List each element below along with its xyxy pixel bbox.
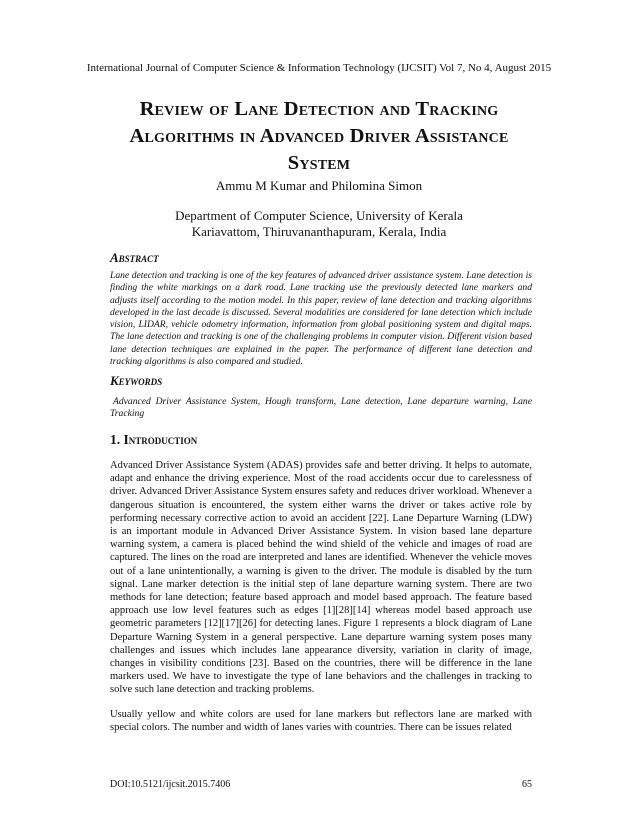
affiliation bbox=[0, 208, 638, 240]
introduction-heading: 1. Introduction bbox=[110, 432, 198, 447]
affiliation-line-2: Kariavattom, Thiruvananthapuram, Kerala, India bbox=[191, 224, 447, 239]
title-line-1: Review of Lane Detection and Tracking bbox=[139, 98, 499, 120]
title-line-3: System bbox=[287, 152, 351, 174]
authors: Ammu M Kumar and Philomina Simon bbox=[215, 178, 423, 193]
page-number: 65 bbox=[522, 779, 532, 790]
footer-doi: DOI:10.5121/ijcsit.2015.7406 bbox=[110, 779, 231, 790]
keywords-heading: Keywords bbox=[110, 373, 163, 388]
keywords-text: Advanced Driver Assistance System, Hough transform, Lane detection, Lane departure warning, Lane Tracking bbox=[110, 396, 532, 420]
paper-title bbox=[60, 96, 578, 177]
introduction-paragraph-2: Usually yellow and white colors are used for lane markers but reflectors lane are marked with special colors. The number and width of lanes varies with countries. There can be issues related bbox=[110, 709, 532, 734]
running-header: International Journal of Computer Science & Information Technology (IJCSIT) Vol 7, No 4, August 2015 bbox=[86, 62, 552, 74]
abstract-heading: Abstract bbox=[110, 250, 159, 265]
affiliation-line-1: Department of Computer Science, University of Kerala bbox=[175, 208, 463, 223]
title-line-2: Algorithms in Advanced Driver Assistance bbox=[129, 125, 509, 147]
introduction-paragraph-1: Advanced Driver Assistance System (ADAS) provides safe and better driving. It helps to automate, adapt and enhance the driving experience. Most of the road accidents occur due to carelessness of driver. Advanced Driver Assistance System ensures safety and reduces driver workload. Whenever a dangerous situation is encountered, the system either warns the driver or takes active role by performing necessary corrective action to avoid an accident [22]. Lane Departure Warning (LDW) is an important module in Advanced Driver Assistance System. In vision based lane departure warning system, a camera is placed behind the wind shield of the vehicle and images of road are captured. The lines on the road are interpreted and lanes are identified. Whenever the vehicle moves out of a lane unintentionally, a warning is given to the driver. The module is disabled by the turn signal. Lane marker detection is the initial step of lane departure warning system. There are two methods for lane detection; feature based approach and model based approach. The feature based approach use low level features such as edges [1][28][14] whereas model based approach use geometric parameters [12][17][26] for detecting lanes. Figure 1 represents a block diagram of Lane Departure Warning System in a general perspective. Lane departure warning system poses many challenges and issues which includes lane appearance diversity, variation in clarity of image, changes in visibility conditions [23]. Based on the countries, there will be difference in the lane markers used. We have to investigate the type of lane behaviors and the challenges in tracking to solve such lane detection and tracking problems. bbox=[110, 460, 532, 696]
abstract-text: Lane detection and tracking is one of the key features of advanced driver assistance system. Lane detection is finding the white markings on a dark road. Lane tracking use the previously detected lane markers and adjusts itself according to the motion model. In this paper, review of lane detection and tracking algorithms developed in the last decade is discussed. Several modalities are considered for lane detection which include vision, LIDAR, vehicle odometry information, information from global positioning system and digital maps. The lane detection and tracking is one of the challenging problems in computer vision. Different vision based lane detection techniques are explained in the paper. The performance of different lane detection and tracking algorithms is also compared and studied. bbox=[110, 270, 532, 368]
